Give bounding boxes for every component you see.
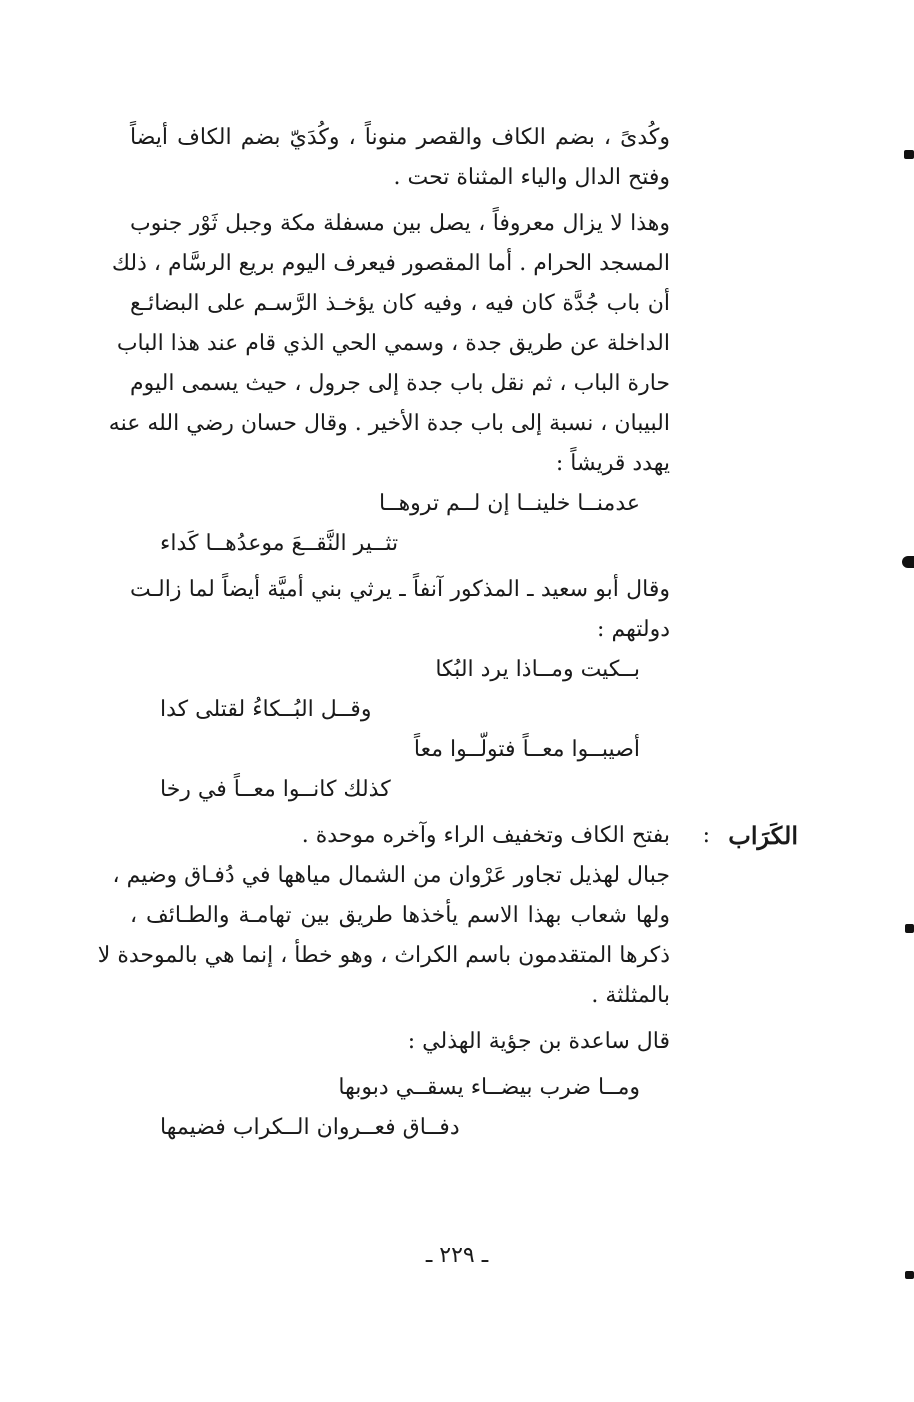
page-number: ـ ٢٢٩ ـ [425,1243,489,1268]
text-line: جبال لهذيل تجاور عَرْوان من الشمال مياهها في دُفـاق وضيم ، [112,863,670,888]
paragraph-2 [108,204,670,484]
entry-definition: بفتح الكاف وتخفيف الراء وآخره موحدة . [301,823,670,848]
text-line: قال ساعدة بن جؤية الهذلي : [407,1029,670,1054]
edge-mark [905,924,914,933]
text-line: حارة الباب ، ثم نقل باب جدة إلى جرول ، حيث يسمى اليوم [130,371,670,396]
text-line: البيبان ، نسبة إلى باب جدة الأخير . وقال حسان رضي الله عنه [108,411,670,436]
verse-hemistich: أصيبــوا معــاً فتولّــوا معاً [413,737,640,762]
text-line: المسجد الحرام . أما المقصور فيعرف اليوم بريع الرسَّام ، ذلك [111,251,670,276]
paragraph-4 [97,856,670,1016]
edge-mark [904,150,914,159]
verse-1 [130,484,670,564]
entry-colon: : [702,823,710,848]
text-line: يهدد قريشاً : [555,451,670,476]
verse-hemistich: تثــير النَّقــعَ موعدُهــا كَداء [160,531,399,556]
text-line: الداخلة عن طريق جدة ، وسمي الحي الذي قام عند هذا الباب [116,331,670,356]
verse-2 [130,650,670,810]
paragraph-1 [130,118,670,198]
verse-hemistich: ومــا ضرب بيضــاء يسقــي دبوبها [338,1075,640,1100]
verse-hemistich: كذلك كانــوا معــاً في رخا [160,777,391,802]
verse-hemistich: بــكيت ومــاذا يرد البُكا [435,657,640,682]
verse-hemistich: عدمنــا خلينــا إن لــم تروهــا [378,491,640,516]
verse-hemistich: دفــاق فعــروان الــكراب فضيمها [160,1115,460,1140]
text-line: ذكرها المتقدمون باسم الكراث ، وهو خطأ ، إنما هي بالموحدة لا [97,943,670,968]
text-line: ولها شعاب بهذا الاسم يأخذها طريق بين تهامـة والطـائف ، [130,903,670,928]
entry-headword: الكَرَاب [728,821,798,850]
text-line: بالمثلثة . [591,983,670,1008]
text-line: وفتح الدال والياء المثناة تحت . [393,165,670,190]
paragraph-3 [130,570,670,650]
text-line: وهذا لا يزال معروفاً ، يصل بين مسفلة مكة وجبل ثَوْر جنوب [130,211,670,236]
page-body [97,118,798,1148]
verse-3 [130,1068,670,1148]
text-line: وقال أبو سعيد ـ المذكور آنفاً ـ يرثي بني أميَّة أيضاً لما زالـت [130,577,670,602]
text-line: دولتهم : [597,617,670,642]
paragraph-5 [130,1022,670,1062]
text-line: أن باب جُدَّة كان فيه ، وفيه كان يؤخـذ الرَّسـم على البضائـع [130,291,670,316]
entry-karab [130,816,798,856]
edge-mark [905,1271,914,1279]
text-line: وكُدىً ، بضم الكاف والقصر منوناً ، وكُدَيّ بضم الكاف أيضاً [130,125,670,150]
verse-hemistich: وقــل البُــكاءُ لقتلى كدا [160,697,372,722]
edge-mark [902,556,914,568]
